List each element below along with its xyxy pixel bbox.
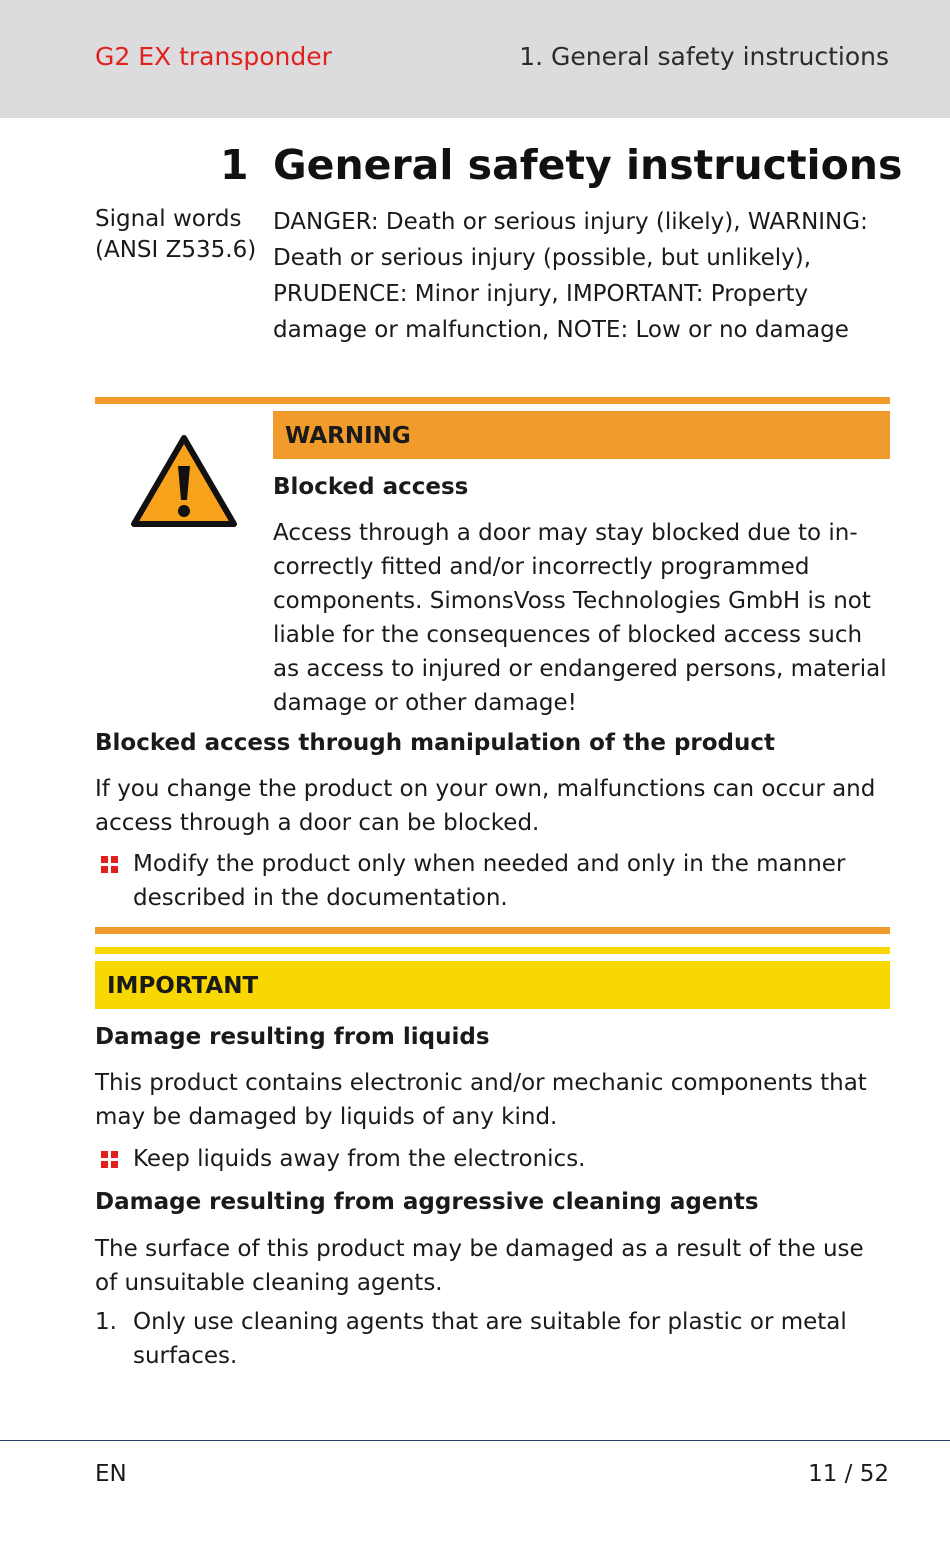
cleaning-text: The surface of this product may be damaged as a result of the use of unsuitable cleaning agents.: [95, 1236, 864, 1296]
cleaning-title: Damage resulting from aggressive cleaning agents: [95, 1189, 759, 1215]
warning-bottom-rule: [95, 927, 890, 934]
page-header: [0, 0, 950, 118]
warning-banner: WARNING: [273, 411, 890, 459]
manipulation-title: Blocked access through manipulation of the product: [95, 730, 776, 756]
bullet-icon: [101, 856, 121, 874]
manipulation-text: If you change the product on your own, malfunctions can occur and access through a door can be blocked.: [95, 776, 876, 836]
product-name: G2 EX transponder: [95, 42, 332, 71]
page-number: 11 / 52: [808, 1461, 889, 1487]
warning-title: Blocked access: [273, 474, 469, 500]
signal-words-label: Signal words (ANSI Z535.6): [95, 206, 257, 263]
chapter-number: 1: [220, 141, 249, 189]
important-banner: IMPORTANT: [95, 961, 890, 1009]
chapter-title: General safety instructions: [273, 141, 903, 189]
liquids-title: Damage resulting from liquids: [95, 1024, 490, 1050]
bullet-icon: [101, 1151, 121, 1169]
footer-language: EN: [95, 1461, 127, 1487]
warning-top-rule: [95, 397, 890, 404]
step-number: 1.: [95, 1309, 117, 1335]
section-title: 1. General safety instructions: [519, 42, 889, 71]
signal-words-text: DANGER: Death or serious injury (likely), WARNING: Death or serious injury (possible, but unlikely), PRUDENCE: Minor injury, IMPORTANT: Property damage or malfunction, NOTE: Low or no damage: [273, 209, 868, 343]
footer-divider: [0, 1440, 950, 1441]
important-top-rule: [95, 947, 890, 954]
warning-triangle-icon: [130, 432, 238, 530]
warning-text: Access through a door may stay blocked due to in-correctly fitted and/or incorrectly programmed components. SimonsVoss Technologies GmbH is not liable for the consequences of blocked access such as access to injured or endangered persons, material damage or other damage!: [273, 520, 887, 716]
liquids-text: This product contains electronic and/or mechanic components that may be damaged by liquids of any kind.: [95, 1070, 867, 1130]
